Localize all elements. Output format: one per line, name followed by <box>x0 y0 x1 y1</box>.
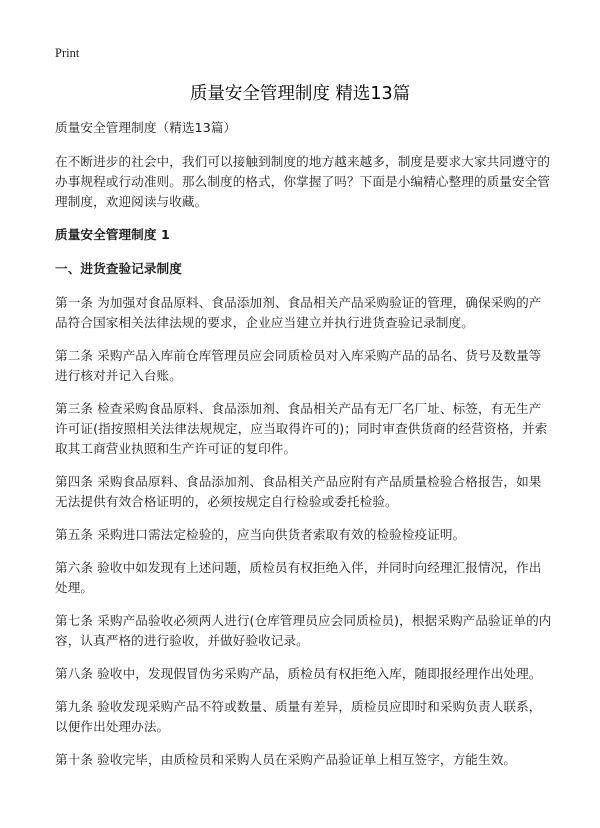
article-4: 第四条 采购食品原料、食品添加剂、食品相关产品应附有产品质量检验合格报告，如果无法提供有效合格证明的，必须按规定自行检验或委托检验。 <box>55 474 542 509</box>
document-body <box>55 118 553 783</box>
article-6: 第六条 验收中如发现有上述问题，质检员有权拒绝入伴，并同时向经理汇报情况，作出处理。 <box>55 560 542 595</box>
document-title: 质量安全管理制度 精选13篇 <box>189 84 411 104</box>
article-1: 第一条 为加强对食品原料、食品添加剂、食品相关产品采购验证的管理，确保采购的产品符合国家相关法律法规的要求，企业应当建立并执行进货查验记录制度。 <box>55 295 542 330</box>
article-9: 第九条 验收发现采购产品不符或数量、质量有差异，质检员应即时和采购负责人联系，以便作出处理办法。 <box>55 699 542 734</box>
article-7: 第七条 采购产品验收必须两人进行(仓库管理员应会同质检员)，根据采购产品验证单的内容，认真严格的进行验收，并做好验收记录。 <box>55 613 552 648</box>
article-2: 第二条 采购产品入库前仓库管理员应会同质检员对入库采购产品的品名、货号及数量等进行核对并记入台账。 <box>55 348 542 383</box>
section-heading: 质量安全管理制度 1 <box>55 227 170 242</box>
article-5: 第五条 采购进口需法定检验的，应当向供货者索取有效的检验检疫证明。 <box>55 527 466 542</box>
section-subheading: 一、进货查验记录制度 <box>55 261 182 276</box>
document-subtitle: 质量安全管理制度（精选13篇） <box>55 120 237 135</box>
article-8: 第八条 验收中，发现假冒伪劣采购产品，质检员有权拒绝入库，随即报经理作出处理。 <box>55 666 542 681</box>
article-10: 第十条 验收完毕，由质检员和采购人员在采购产品验证单上相互签字，方能生效。 <box>55 752 517 767</box>
article-3: 第三条 检查采购食品原料、食品添加剂、食品相关产品有无厂名厂址、标签，有无生产许可证(指按照相关法律法规规定，应当取得许可的)；同时审查供货商的经营资格，并索取其工商营业执照和生产许可证的复印件。 <box>55 401 548 456</box>
intro-paragraph: 在不断进步的社会中，我们可以接触到制度的地方越来越多，制度是要求大家共同遵守的办事规程或行动准则。那么制度的格式，你掌握了吗？下面是小编精心整理的质量安全管理制度，欢迎阅读与收藏。 <box>55 154 551 209</box>
print-link[interactable]: Print <box>55 46 80 60</box>
